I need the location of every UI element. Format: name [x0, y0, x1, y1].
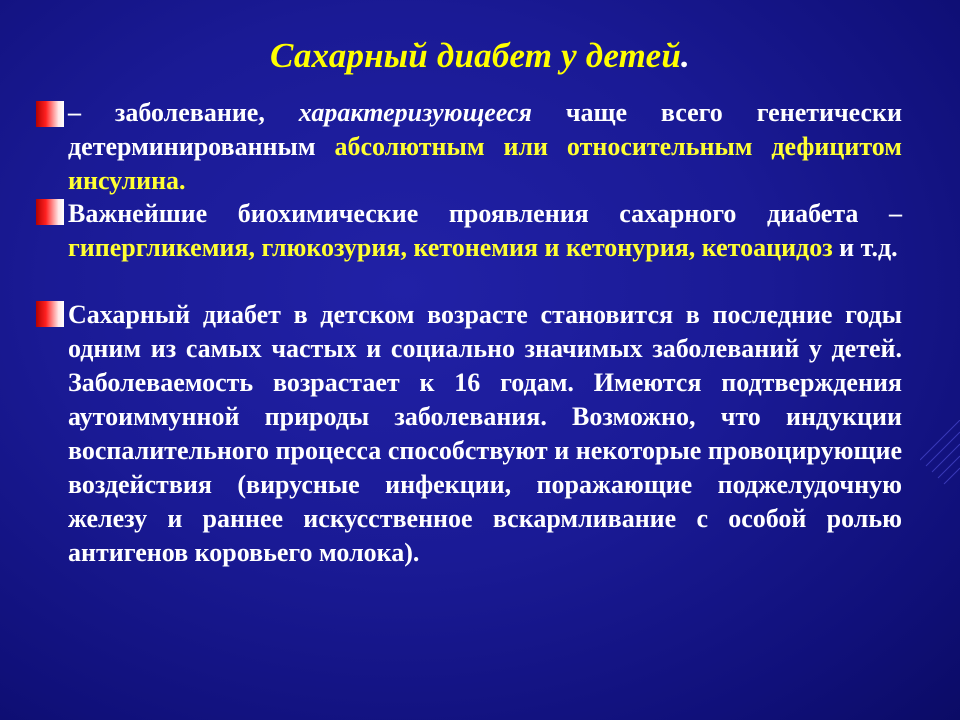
bullet-2-highlight-terms: гипергликемия, глюкозурия, кетонемия и кетонурия,: [68, 233, 696, 262]
bullet-1-dash: –: [68, 98, 81, 127]
bullet-1-highlight: абсолютным или относительным дефицитом инсулина.: [68, 132, 902, 195]
slide-title: [0, 36, 960, 76]
bullet-2-text-start: Важнейшие биохимические проявления сахарного диабета –: [68, 199, 902, 228]
bullet-paragraph-2: [68, 197, 902, 265]
slide-title-text: Сахарный диабет у детей: [270, 36, 682, 75]
bullet-paragraph-3: [68, 298, 902, 570]
bullet-paragraph-1: [68, 96, 902, 198]
bullet-1-word-characterized: характеризующееся: [298, 98, 532, 127]
slide-title-period: .: [681, 36, 690, 75]
bullet-1-text: чаще всего генетически детерминированным: [68, 98, 903, 161]
bullet-1-word-disease: заболевание,: [114, 98, 265, 127]
bullet-marker-3: [36, 301, 58, 327]
bullet-marker-2: [36, 199, 58, 225]
bullet-2-text-end: и т.д.: [839, 233, 898, 262]
bullet-marker-1: [36, 101, 58, 127]
corner-decoration-lines: [920, 420, 960, 550]
bullet-2-highlight-ketoacidosis: кетоацидоз: [701, 233, 833, 262]
bullet-3-text: Сахарный диабет в детском возрасте становится в последние годы одним из самых частых и социально значимых заболеваний у детей. Заболеваемость возрастает к 16 годам. Имеются подтверждения аутоиммунной природы заболевания. Возможно, что индукции воспалительного процесса способствуют и некоторые провоцирующие воздействия (вирусные инфекции, поражающие поджелудочную железу и раннее искусственное вскармливание с особой ролью антигенов коровьего молока).: [68, 300, 902, 567]
